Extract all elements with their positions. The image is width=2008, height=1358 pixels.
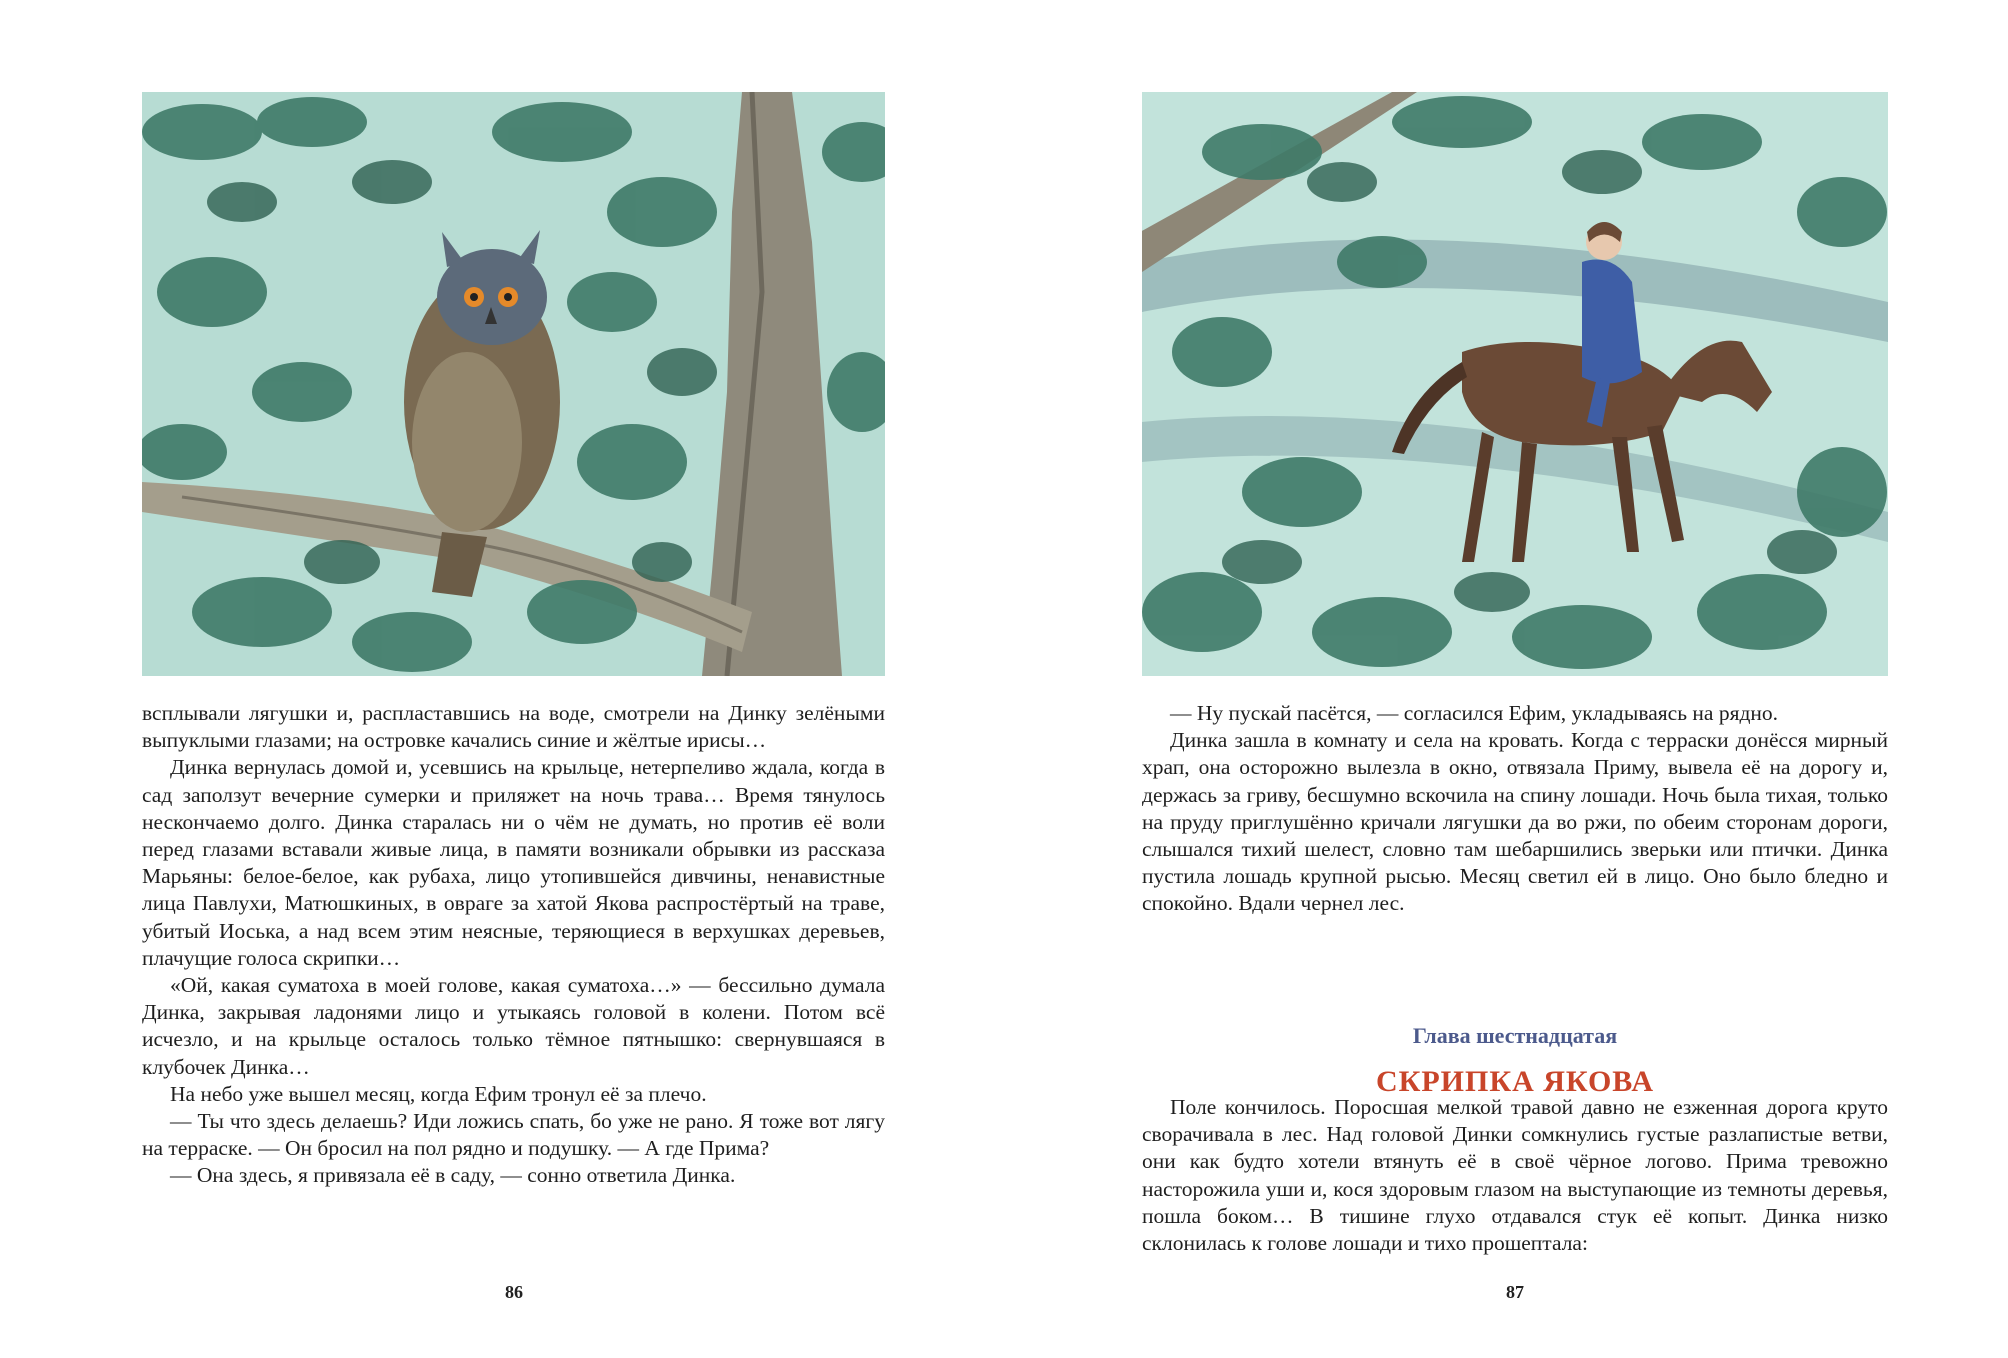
paragraph: — Ну пускай пасётся, — согласился Ефим, укладываясь на рядно. [1170,701,1779,725]
chapter-heading [1142,1022,1888,1100]
girl-on-horse-illustration [1142,92,1888,676]
paragraph: Динка зашла в комнату и села на кровать. Когда с терраски донёсся мирный храп, она осторожно вылезла в окно, отвязала Приму, вывела её на дорогу и, держась за гриву, бесшумно вскочила на спину лошади. Ночь была тихая, только на пруду приглушённо кричали лягушки да во ржи, по обеим сторонам дороги, слышался тихий шелест, словно там шебаршились зверьки или птички. Динка пустила лошадь крупной рысью. Месяц светил ей в лицо. Оно было бледно и спокойно. Вдали чернел лес. [1142,728,1888,916]
page-number: 86 [505,1282,523,1302]
paragraph: На небо уже вышел месяц, когда Ефим тронул её за плечо. [170,1081,707,1106]
chapter-label: Глава шестнадцатая [1412,1023,1618,1048]
chapter-title: СКРИПКА ЯКОВА [1375,1065,1655,1098]
paragraph: — Ты что здесь делаешь? Иди ложись спать, бо уже не рано. Я тоже вот лягу на терраске. — Он бросил на пол рядно и подушку. — А где Прима? [142,1109,885,1161]
chapter-text [1142,1094,1888,1257]
right-page [1004,0,2008,1358]
paragraph: Поле кончилось. Поросшая мелкой травой давно не езженная дорога круто сворачивала в лес. Над головой Динки сомкнулись густые разлапистые ветви, они как будто хотели втянуть её в своё чёрное логово. Прима тревожно насторожила уши и, кося здоровым глазом на выступающие из темноты деревья, пошла боком… В тишине глухо отдавался стук её копыт. Динка низко склонилась к голове лошади и тихо прошептала: [1142,1095,1888,1256]
owl-illustration-svg [142,92,885,676]
left-page-text [142,700,885,1190]
paragraph: Динка вернулась домой и, усевшись на крыльце, нетерпеливо ждала, когда в сад заползут вечерние сумерки и приляжет на ночь трава… Время тянулось нескончаемо долго. Динка старалась ни о чём не думать, но против её воли перед глазами вставали живые лица, в памяти возникали обрывки из рассказа Марьяны: белое-белое, как рубаха, лицо утопившейся дивчины, ненавистные лица Павлухи, Матюшкиных, в овраге за хатой Якова распростёртый на траве, убитый Иоська, а над всем этим неясные, теряющиеся в верхушках деревьев, плачущие голоса скрипки… [142,755,885,970]
paragraph: «Ой, какая суматоха в моей голове, какая суматоха…» — бессильно думала Динка, закрывая ладонями лицо и утыкаясь головой в колени. Потом всё исчезло, и на крыльце осталось только тёмное пятнышко: свернувшаяся в клубочек Динка… [142,973,885,1079]
page-number: 87 [1506,1282,1524,1302]
owl-on-branch-illustration [142,92,885,676]
paragraph: всплывали лягушки и, распластавшись на воде, смотрели на Динку зелёными выпуклыми глазами; на островке качались синие и жёлтые ирисы… [142,701,885,753]
horse-illustration-svg [1142,92,1888,676]
paragraph: — Она здесь, я привязала её в саду, — сонно ответила Динка. [170,1163,736,1188]
right-page-text [1142,700,1888,918]
